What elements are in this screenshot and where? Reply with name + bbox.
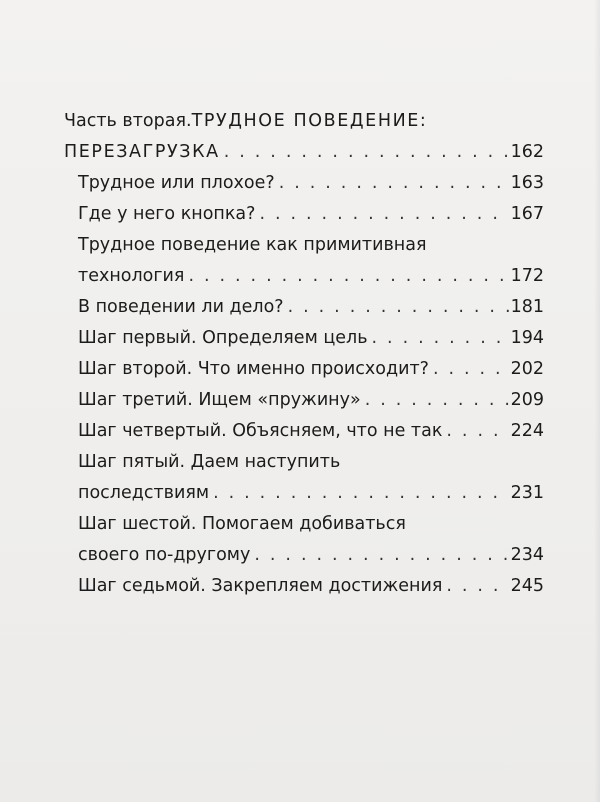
table-of-contents [64, 106, 544, 602]
toc-page-number: 234 [510, 545, 544, 565]
toc-entry [64, 571, 544, 602]
toc-page-number: 194 [510, 328, 544, 348]
toc-leader-dots [254, 540, 508, 571]
toc-leader-dots [213, 478, 509, 509]
toc-page-number: 181 [510, 297, 544, 317]
toc-entry-line2 [64, 540, 544, 571]
toc-part-heading-line1 [64, 106, 544, 137]
toc-page-number: 209 [510, 390, 544, 410]
toc-entry-title: Шаг первый. Определяем цель [78, 328, 368, 348]
toc-entry-line1 [64, 447, 544, 478]
toc-entry-title: Шаг второй. Что именно происходит? [78, 359, 429, 379]
toc-leader-dots [224, 137, 509, 168]
toc-entry-title: Шаг третий. Ищем «пружину» [78, 390, 361, 410]
toc-entry-title-line1: Шаг шестой. Помогаем добиваться [78, 514, 406, 534]
toc-entry-title-line2: технология [78, 266, 185, 286]
toc-page-number: 231 [510, 483, 544, 503]
toc-entry [64, 354, 544, 385]
toc-entry-title-line1: Трудное поведение как примитивная [78, 235, 427, 255]
toc-entry-title: Трудное или плохое? [78, 173, 275, 193]
toc-entry-title-line2: последствиям [78, 483, 210, 503]
toc-page-number: 167 [510, 204, 544, 224]
toc-leader-dots [446, 416, 508, 447]
toc-entry [64, 385, 544, 416]
page-edge-shadow [594, 0, 600, 802]
toc-entry [64, 199, 544, 230]
toc-entry-title: Шаг седьмой. Закрепляем достижения [78, 576, 443, 596]
toc-part-title-line2: ПЕРЕЗАГРУЗКА [64, 142, 220, 162]
toc-leader-dots [446, 571, 508, 602]
toc-page-number: 224 [510, 421, 544, 441]
toc-entry-line2 [64, 478, 544, 509]
toc-entry [64, 416, 544, 447]
toc-page-number: 245 [510, 576, 544, 596]
toc-entry-line1 [64, 509, 544, 540]
toc-entry-line2 [64, 261, 544, 292]
toc-entry [64, 292, 544, 323]
toc-entry-title: Шаг четвертый. Объясняем, что не так [78, 421, 443, 441]
toc-entry-title: В поведении ли дело? [78, 297, 284, 317]
toc-page-number: 202 [510, 359, 544, 379]
toc-leader-dots [259, 199, 508, 230]
toc-part-prefix: Часть вторая. [64, 111, 192, 131]
toc-leader-dots [433, 354, 509, 385]
toc-page-number: 162 [510, 142, 544, 162]
toc-part-title-line1: ТРУДНОЕ ПОВЕДЕНИЕ: [191, 111, 428, 131]
toc-entry-title: Где у него кнопка? [78, 204, 256, 224]
toc-part-heading-line2 [64, 137, 544, 168]
toc-leader-dots [365, 385, 509, 416]
toc-leader-dots [372, 323, 509, 354]
toc-entry-title-line1: Шаг пятый. Даем наступить [78, 452, 341, 472]
toc-leader-dots [279, 168, 509, 199]
toc-leader-dots [288, 292, 509, 323]
toc-page-number: 163 [510, 173, 544, 193]
toc-entry-line1 [64, 230, 544, 261]
toc-page-number: 172 [510, 266, 544, 286]
toc-leader-dots [188, 261, 508, 292]
toc-entry [64, 323, 544, 354]
toc-entry-title-line2: своего по-другому [78, 545, 251, 565]
toc-entry [64, 168, 544, 199]
